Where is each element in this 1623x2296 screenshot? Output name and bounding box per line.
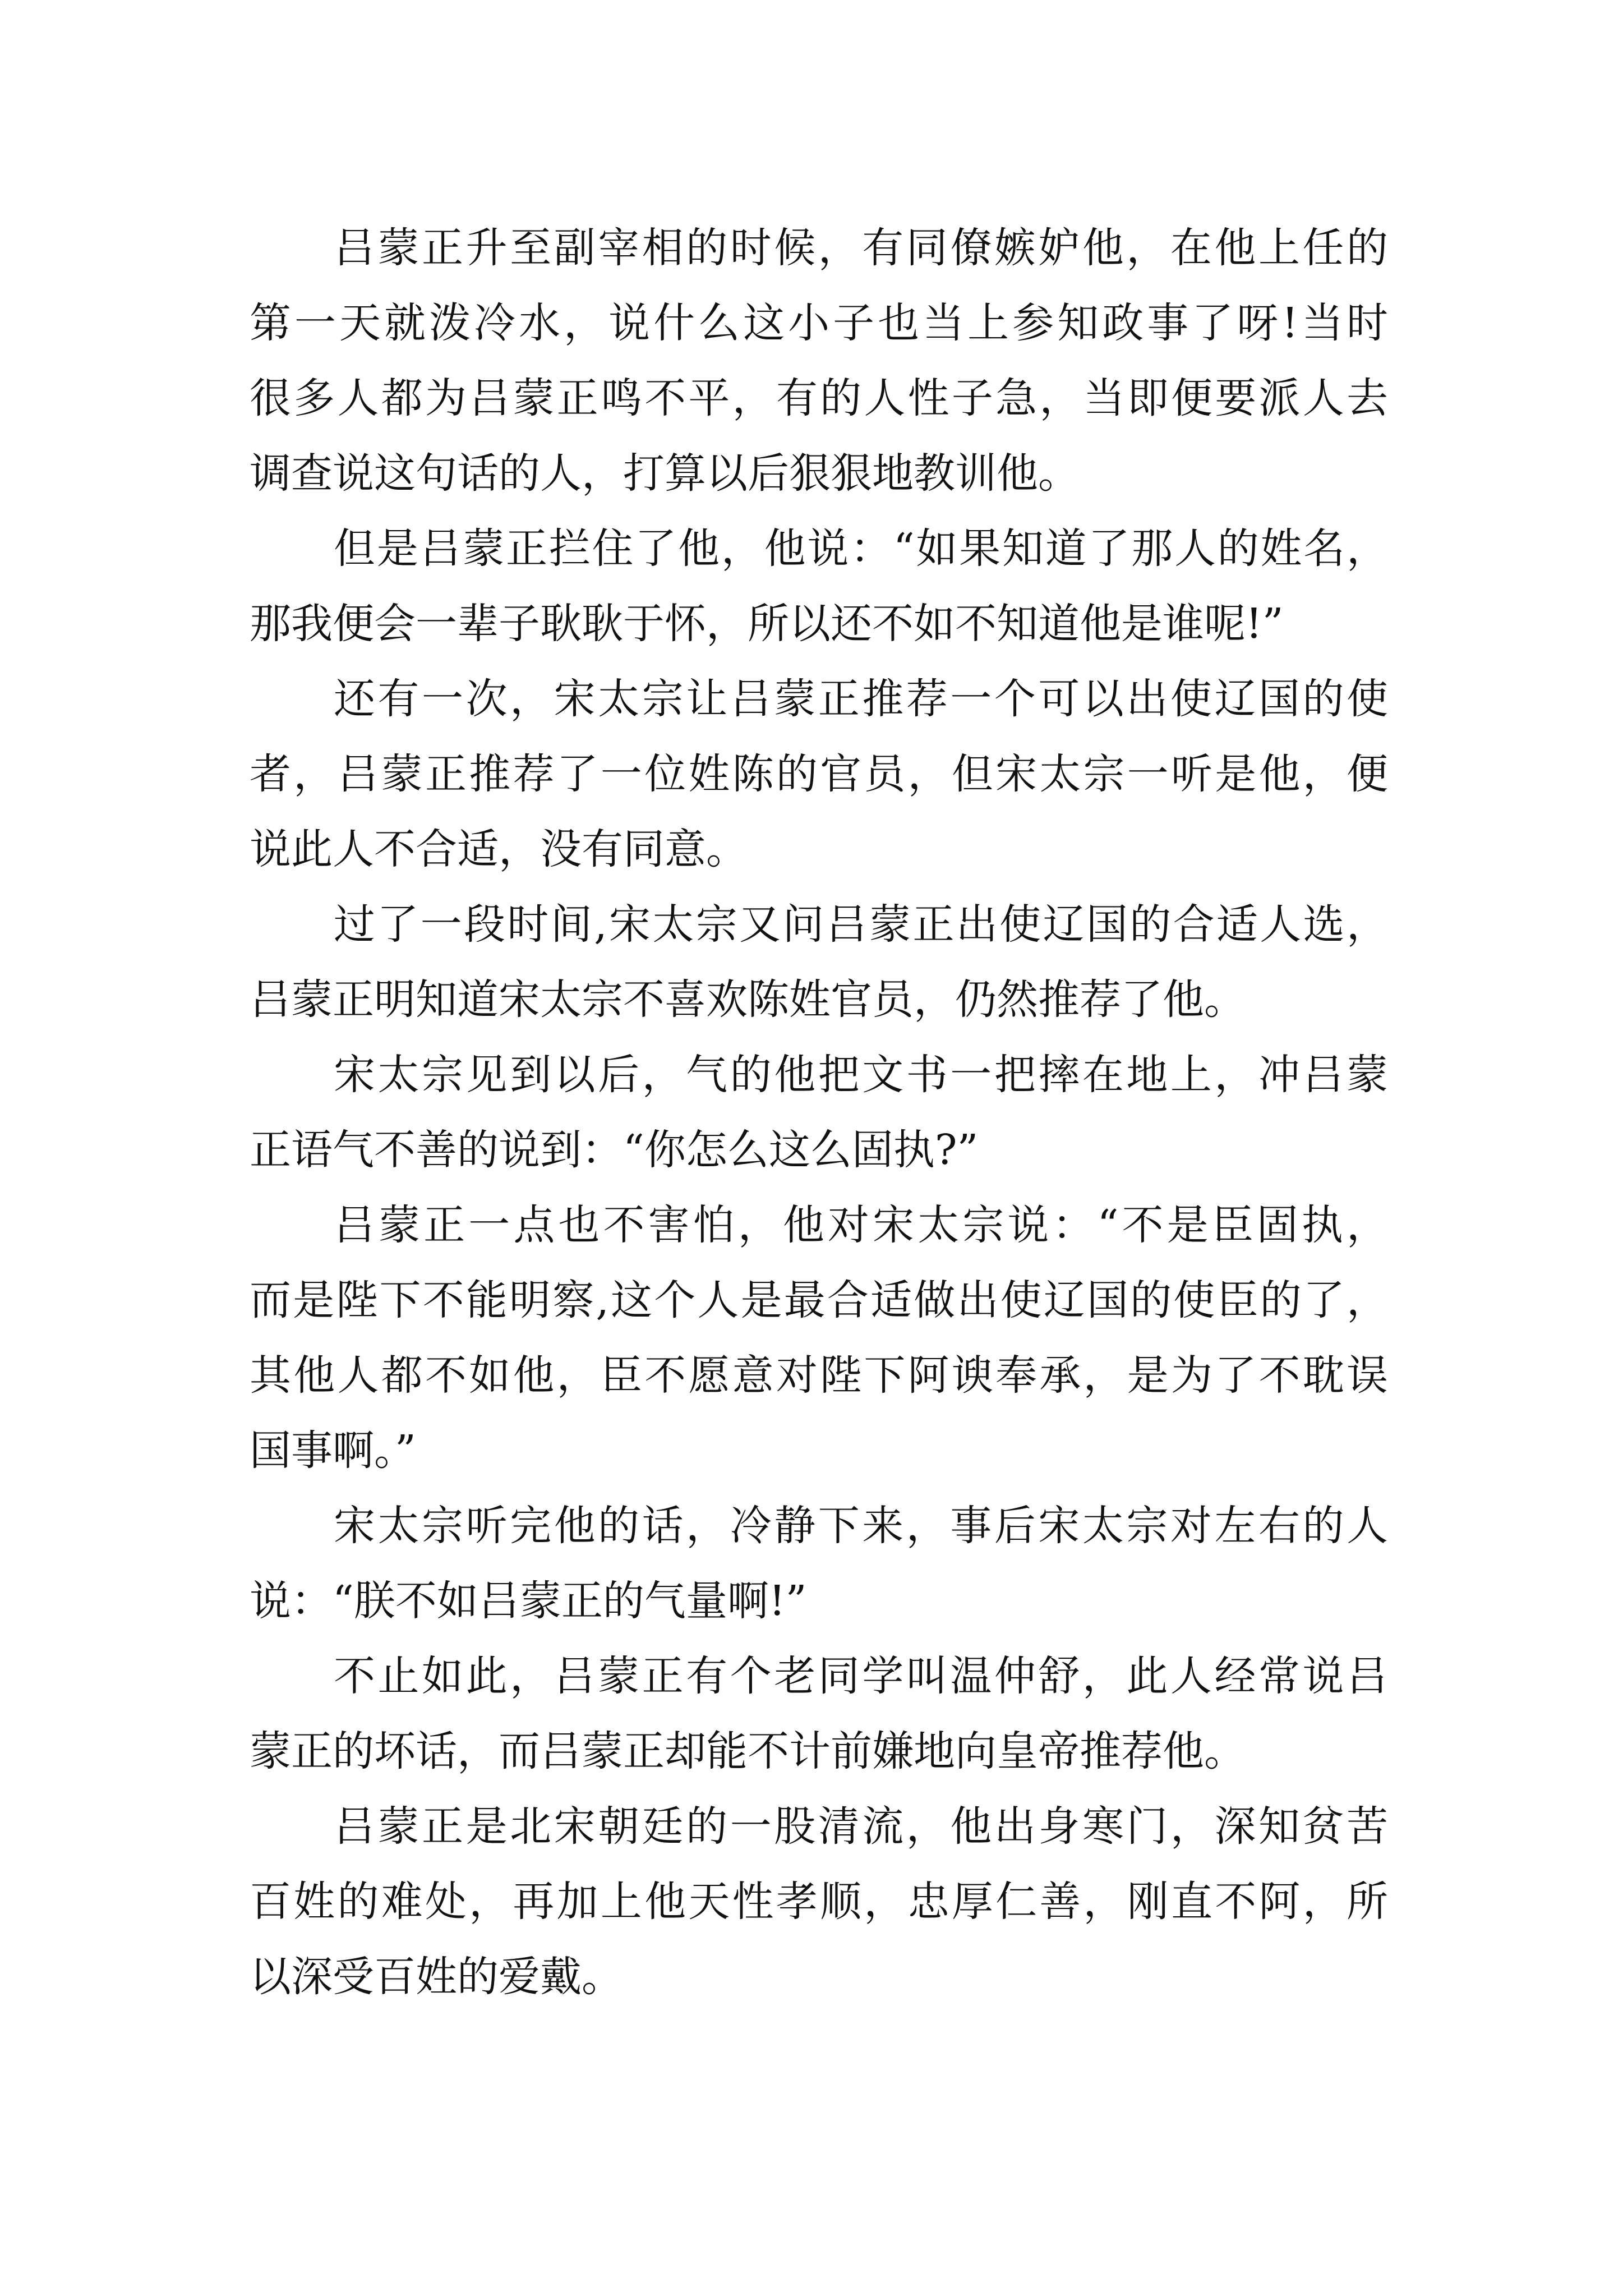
- paragraph: [250, 1789, 1388, 2014]
- paragraph: [250, 1488, 1388, 1639]
- paragraph: [250, 661, 1388, 887]
- paragraph: [250, 1037, 1388, 1188]
- document-body: [250, 210, 1388, 2014]
- text-line: 还有一次，宋太宗让吕蒙正推荐一个可以出使辽国的使: [334, 675, 1388, 723]
- text-line: 吕蒙正是北宋朝廷的一股清流，他出身寒门，深知贫苦: [334, 1802, 1388, 1851]
- text-line: 调查说这句话的人，打算以后狠狠地教训他。: [250, 449, 1080, 498]
- text-line: 不止如此，吕蒙正有个老同学叫温仲舒，此人经常说吕: [334, 1652, 1388, 1700]
- text-line: 吕蒙正一点也不害怕，他对宋太宗说：“不是臣固执，: [334, 1201, 1388, 1249]
- text-line: 说此人不合适，没有同意。: [250, 825, 748, 873]
- paragraph: [250, 1188, 1388, 1488]
- text-line: 百姓的难处，再加上他天性孝顺，忠厚仁善，刚直不阿，所: [250, 1878, 1388, 1926]
- text-line: 而是陛下不能明察,这个人是最合适做出使辽国的使臣的了，: [250, 1276, 1388, 1324]
- text-line: 宋太宗听完他的话，冷静下来，事后宋太宗对左右的人: [334, 1502, 1388, 1550]
- text-line: 宋太宗见到以后，气的他把文书一把摔在地上，冲吕蒙: [334, 1051, 1388, 1099]
- paragraph: [250, 210, 1388, 511]
- text-line: 那我便会一辈子耿耿于怀，所以还不如不知道他是谁呢!”: [250, 600, 1284, 648]
- paragraph: [250, 511, 1388, 661]
- text-line: 但是吕蒙正拦住了他，他说：“如果知道了那人的姓名，: [334, 524, 1388, 573]
- text-line: 很多人都为吕蒙正鸣不平，有的人性子急，当即便要派人去: [250, 374, 1388, 422]
- text-line: 过了一段时间,宋太宗又问吕蒙正出使辽国的合适人选，: [334, 900, 1388, 949]
- text-line: 吕蒙正明知道宋太宗不喜欢陈姓官员，仍然推荐了他。: [250, 976, 1246, 1024]
- paragraph: [250, 887, 1388, 1037]
- text-line: 第一天就泼冷水，说什么这小子也当上参知政事了呀!当时: [250, 299, 1388, 347]
- text-line: 吕蒙正升至副宰相的时候，有同僚嫉妒他，在他上任的: [334, 224, 1388, 272]
- paragraph: [250, 1639, 1388, 1789]
- text-line: 者，吕蒙正推荐了一位姓陈的官员，但宋太宗一听是他，便: [250, 750, 1388, 798]
- text-line: 蒙正的坏话，而吕蒙正却能不计前嫌地向皇帝推荐他。: [250, 1727, 1246, 1775]
- text-line: 其他人都不如他，臣不愿意对陛下阿谀奉承，是为了不耽误: [250, 1351, 1388, 1400]
- text-line: 正语气不善的说到：“你怎么这么固执?”: [250, 1126, 979, 1174]
- text-line: 以深受百姓的爱戴。: [250, 1953, 623, 2001]
- text-line: 国事啊。”: [250, 1427, 416, 1475]
- text-line: 说：“朕不如吕蒙正的气量啊!”: [250, 1577, 807, 1625]
